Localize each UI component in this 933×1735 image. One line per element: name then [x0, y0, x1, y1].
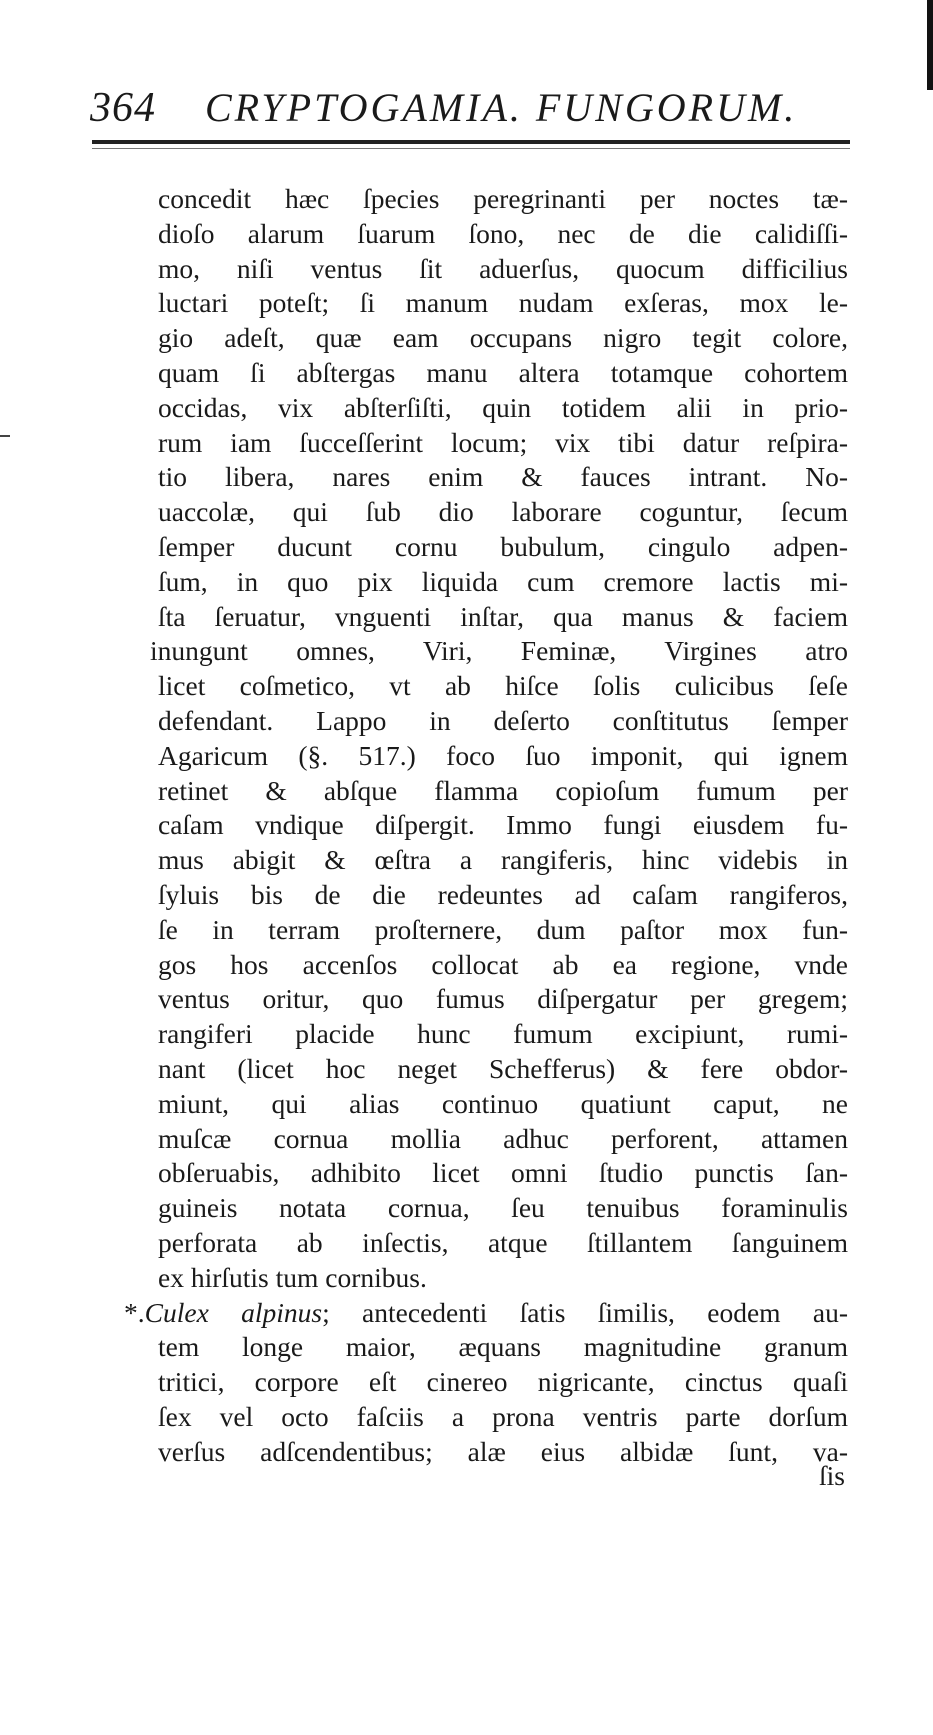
text-line: concedit hæc ſpecies peregrinanti per noctes tæ- — [158, 183, 848, 214]
entry-first-line-rest: ; antecedenti ſatis ſimilis, eodem au- — [322, 1296, 848, 1328]
text-line: nant (licet hoc neget Schefferus) & fere obdor- — [158, 1052, 848, 1084]
text-line: inungunt omnes, Viri, Feminæ, Virgines atro — [150, 635, 848, 667]
page-number: 364 — [90, 85, 156, 131]
text-line: caſam vndique diſpergit. Immo fungi eiusdem fu- — [158, 809, 848, 841]
text-line: tio libera, nares enim & fauces intrant. No- — [158, 461, 848, 493]
text-line: uaccolæ, qui ſub dio laborare coguntur, ſecum — [158, 496, 848, 528]
text-line: quam ſi abſtergas manu altera totamque cohortem — [158, 356, 848, 388]
text-line: muſcæ cornua mollia adhuc perforent, attamen — [158, 1122, 848, 1154]
header-rule — [92, 140, 850, 144]
text-line: ſyluis bis de die redeuntes ad caſam rangiferos, — [158, 878, 848, 910]
text-line: licet coſmetico, vt ab hiſce ſolis culicibus ſeſe — [158, 670, 848, 702]
margin-mark — [0, 435, 10, 437]
text-line: rum iam ſucceſſerint locum; vix tibi datur reſpira- — [158, 426, 848, 458]
text-line: ex hirſutis tum cornibus. — [158, 1261, 427, 1293]
text-line: tem longe maior, æquans magnitudine granum — [158, 1331, 848, 1363]
text-line: gio adeſt, quæ eam occupans nigro tegit colore, — [158, 322, 848, 354]
text-line: luctari poteſt; ſi manum nudam exſeras, mox le- — [158, 287, 848, 319]
text-line: ſe in terram proſternere, dum paſtor mox fun- — [158, 913, 848, 945]
page-header — [90, 78, 850, 138]
page-edge-shadow — [927, 0, 933, 90]
text-line: perforata ab inſectis, atque ſtillantem ſanguinem — [158, 1226, 848, 1258]
header-rule-thin — [92, 148, 850, 149]
text-line: obſeruabis, adhibito licet omni ſtudio punctis ſan- — [158, 1157, 848, 1189]
text-line: ventus oritur, quo fumus diſpergatur per gregem; — [158, 983, 848, 1015]
text-line: mus abigit & œſtra a rangiferis, hinc videbis in — [158, 844, 848, 876]
text-line: verſus adſcendentibus; alæ eius albidæ ſunt, va- — [158, 1435, 848, 1467]
text-line: miunt, qui alias continuo quatiunt caput, ne — [158, 1087, 848, 1119]
text-line: Agaricum (§. 517.) foco ſuo imponit, qui ignem — [158, 739, 848, 771]
text-line: defendant. Lappo in deſerto conſtitutus ſemper — [158, 704, 848, 736]
text-line: ſum, in quo pix liquida cum cremore lactis mi- — [158, 565, 848, 597]
text-line: ſta ſeruatur, vnguenti inſtar, qua manus & faciem — [158, 600, 848, 632]
entry-term: Culex alpinus — [144, 1296, 323, 1328]
running-title: CRYPTOGAMIA. FUNGORUM. — [205, 85, 798, 130]
text-line: mo, niſi ventus ſit aduerſus, quocum difficilius — [158, 252, 848, 284]
text-line: rangiferi placide hunc fumum excipiunt, rumi- — [158, 1018, 848, 1050]
text-line: ſex vel octo faſciis a prona ventris parte dorſum — [158, 1400, 848, 1432]
text-line: retinet & abſque flamma copioſum fumum per — [158, 774, 848, 806]
body-text — [124, 182, 848, 1469]
text-line: occidas, vix abſterſiſti, quin totidem alii in prio- — [158, 391, 848, 423]
entry-marker: *. — [124, 1296, 145, 1328]
entry-first-line — [124, 1296, 848, 1331]
text-line: gos hos accenſos collocat ab ea regione, vnde — [158, 948, 848, 980]
text-line: tritici, corpore eſt cinereo nigricante, cinctus quaſi — [158, 1366, 848, 1398]
text-line: dioſo alarum ſuarum ſono, nec de die calidiſſi- — [158, 217, 848, 249]
catchword: ſis — [819, 1460, 845, 1491]
text-line: ſemper ducunt cornu bubulum, cingulo adpen- — [158, 530, 848, 562]
text-line: guineis notata cornua, ſeu tenuibus foraminulis — [158, 1192, 848, 1224]
